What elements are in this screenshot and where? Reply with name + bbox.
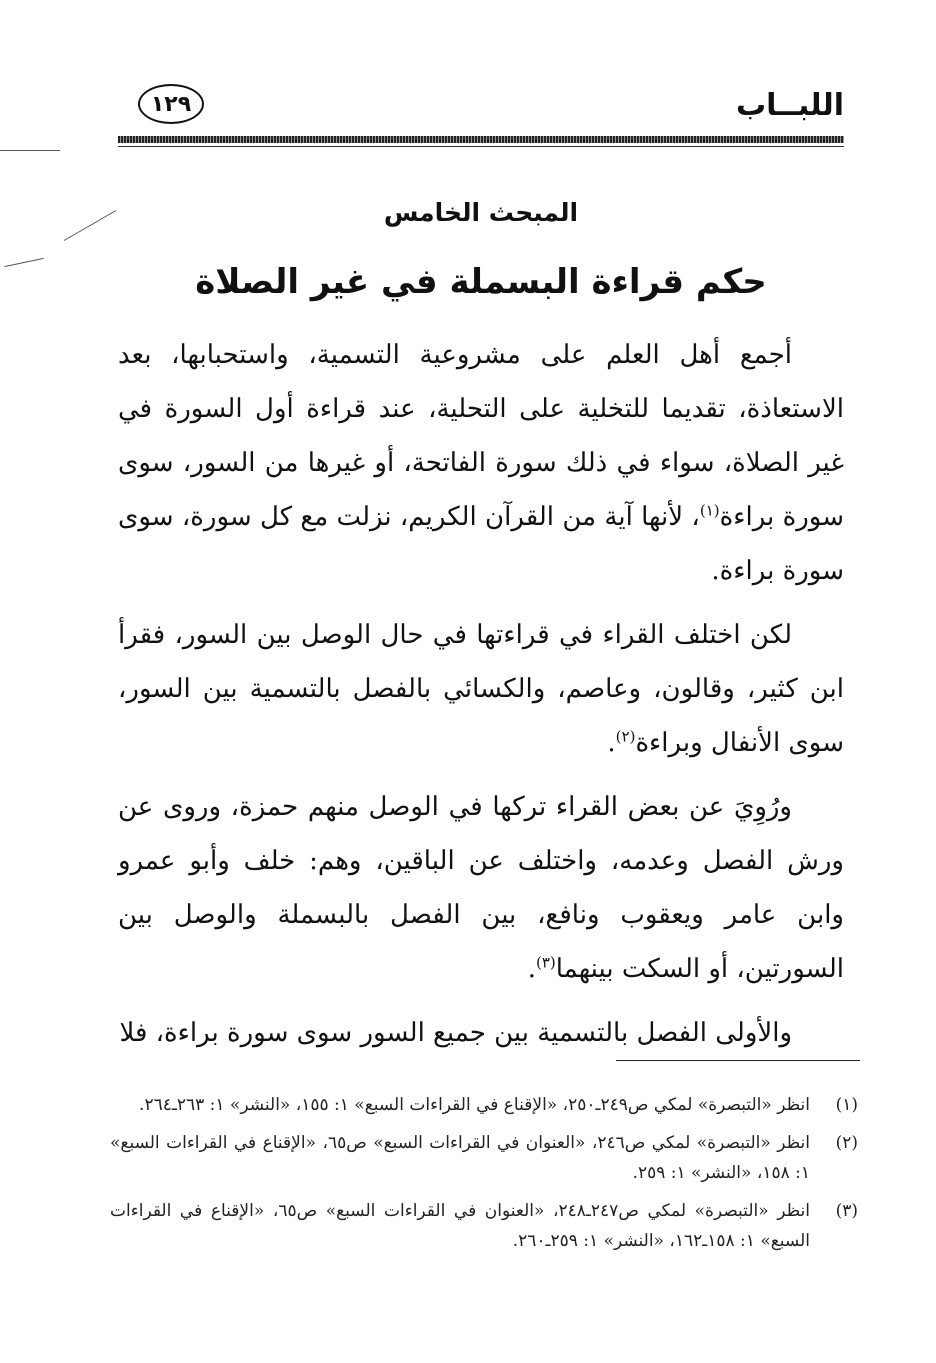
footnote-text: انظر «التبصرة» لمكي ص٢٤٦، «العنوان في القراءات السبع» ص٦٥، «الإقناع في القراءات السبع» ١: ١٥٨، «النشر» ١: ٢٥٩. [110, 1133, 810, 1183]
footnote-number: (٣) [835, 1201, 858, 1221]
paragraph-text: والأولى الفصل بالتسمية بين جميع السور سوى سورة براءة، فلا [119, 1018, 792, 1048]
header-rule [118, 136, 844, 143]
header-rule-thin [118, 146, 844, 147]
section-label: المبحث الخامس [383, 198, 579, 227]
paragraph [118, 1006, 844, 1060]
footnote-rule [616, 1060, 860, 1061]
body-text [118, 328, 844, 1070]
footnote [110, 1128, 858, 1188]
scan-mark [64, 210, 116, 241]
paragraph [118, 608, 844, 770]
section-title: حكم قراءة البسملة في غير الصلاة [195, 262, 767, 302]
footnote-number: (٢) [835, 1133, 858, 1153]
footnote-text: انظر «التبصرة» لمكي ص٢٤٩ـ٢٥٠، «الإقناع في القراءات السبع» ١: ١٥٥، «النشر» ١: ٢٦٣ـ٢٦٤. [139, 1095, 810, 1115]
paragraph-text: لكن اختلف القراء في قراءتها في حال الوصل بين السور، فقرأ ابن كثير، وقالون، وعاصم، والكسائي بالفصل بالتسمية بين السور، سوى الأنفال وبراءة [118, 620, 844, 758]
scan-mark [0, 150, 60, 151]
paragraph-tail: . [527, 954, 536, 984]
footnote-number: (١) [835, 1095, 858, 1115]
paragraph [118, 328, 844, 598]
paragraph-text: ورُوِيَ عن بعض القراء تركها في الوصل منهم حمزة، وروى عن ورش الفصل وعدمه، واختلف عن الباقين، وهم: خلف وأبو عمرو وابن عامر ويعقوب ونافع، بين الفصل بالبسملة والوصل بين السورتين، أو السكت بينهما [118, 792, 844, 984]
footnote [110, 1196, 858, 1256]
scan-mark [4, 258, 43, 267]
paragraph-text: أجمع أهل العلم على مشروعية التسمية، واستحبابها، بعد الاستعاذة، تقديما للتخلية على التحلية، عند قراءة أول السورة في غير الصلاة، سواء في ذلك سورة الفاتحة، أو غيرها من السور، سوى سورة براءة [118, 340, 845, 532]
footnotes [110, 1090, 858, 1264]
paragraph [118, 780, 844, 996]
footnote-text: انظر «التبصرة» لمكي ص٢٤٧ـ٢٤٨، «العنوان في القراءات السبع» ص٦٥، «الإقناع في القراءات السبع» ١: ١٥٨ـ١٦٢، «النشر» ١: ٢٥٩ـ٢٦٠. [110, 1201, 810, 1251]
running-title: اللبــاب [736, 88, 844, 123]
footnote-ref: (٢) [615, 727, 636, 746]
paragraph-tail: ، لأنها آية من القرآن الكريم، نزلت مع كل سورة، سوى سورة براءة. [118, 502, 844, 586]
page-number: ١٢٩ [138, 84, 204, 124]
footnote-ref: (٣) [535, 953, 556, 972]
footnote-ref: (١) [699, 501, 720, 520]
footnote [110, 1090, 858, 1120]
paragraph-tail: . [607, 728, 616, 758]
